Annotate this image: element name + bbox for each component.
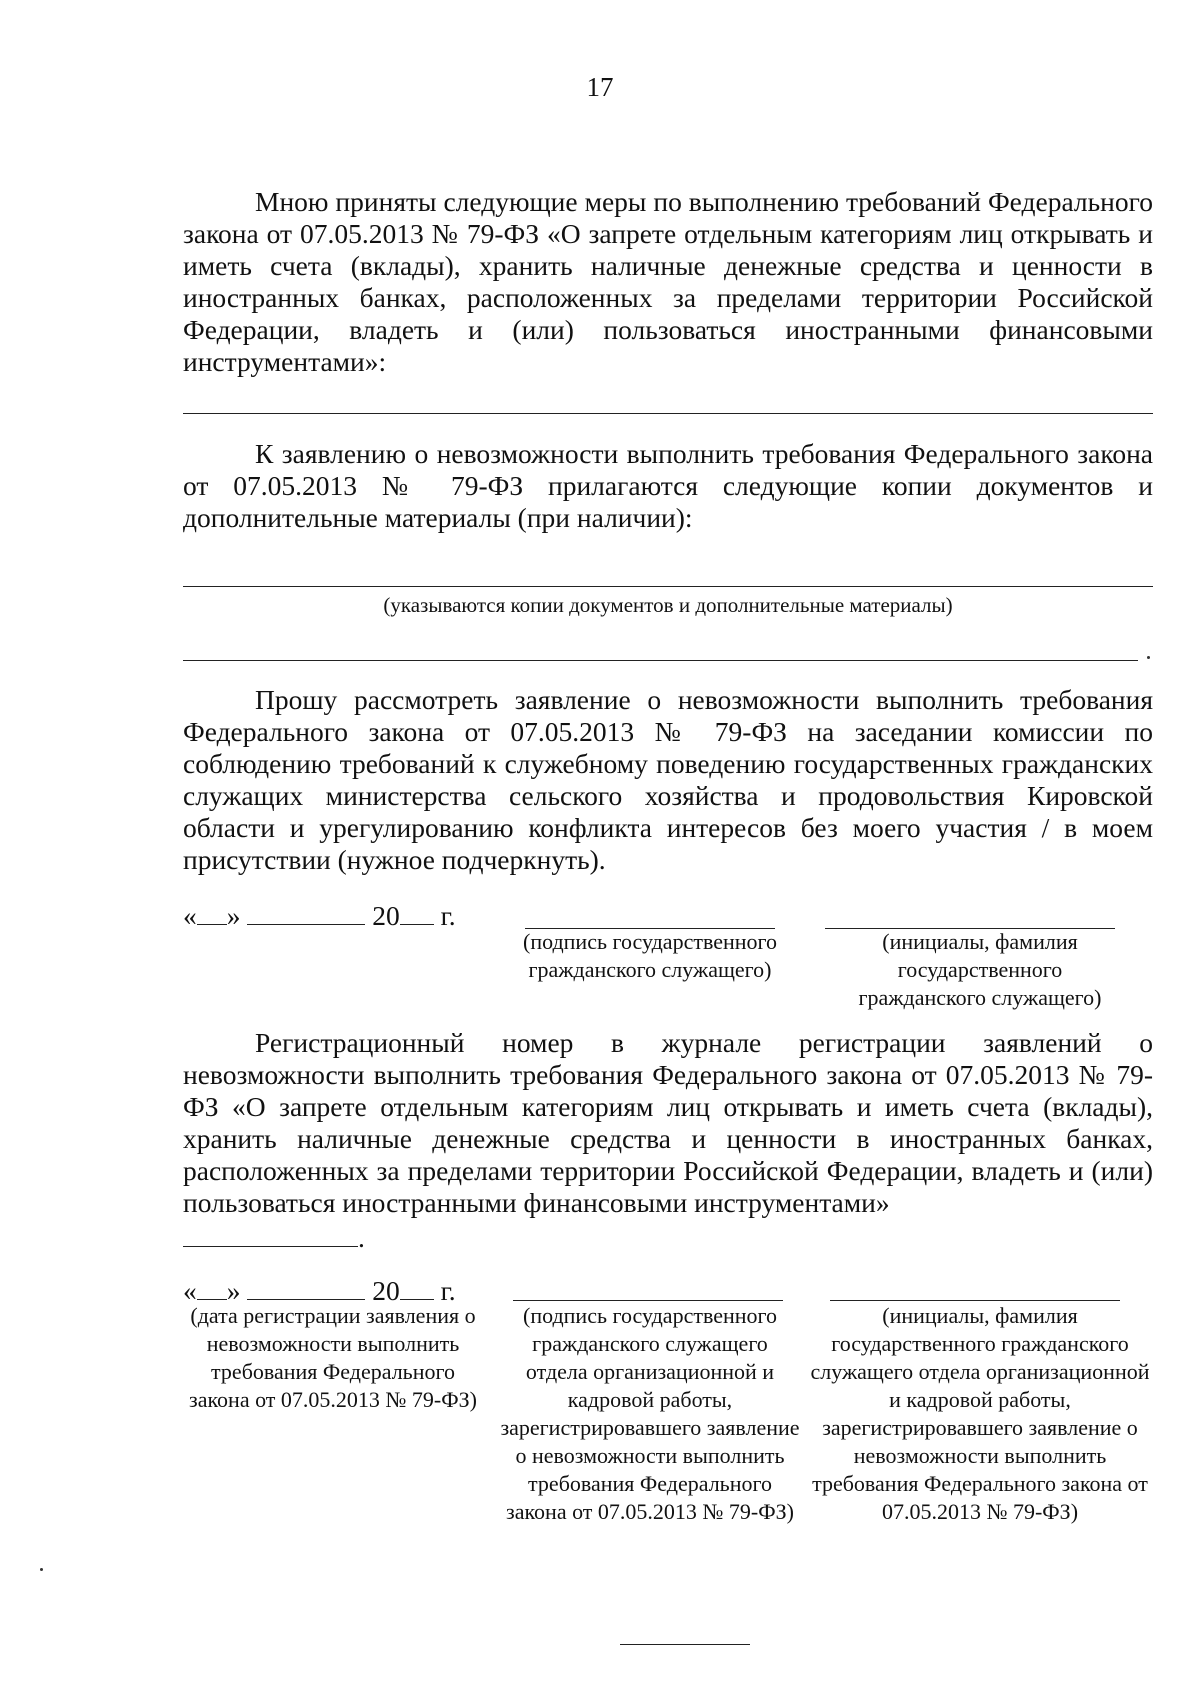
page-number: 17 [586,72,614,102]
measures-fill-line[interactable] [183,413,1153,414]
year-prefix: 20 [372,900,400,931]
quote-close: » [226,1275,241,1306]
scan-speck [1147,656,1150,659]
month-field[interactable] [247,902,365,925]
registrar-signature-caption: (подпись государственного гражданского служащего отдела организационной и кадровой работы, зарегистрировавшего заявление о невозможности выполнить требования Федерального закона от 07.05.2013 № 79-ФЗ) [500,1303,800,1524]
quote-open: « [183,900,197,931]
registration-number-field[interactable] [183,1224,358,1247]
attachments-fill-line[interactable] [183,586,1153,587]
closing-separator [620,1644,750,1645]
registration-text: Регистрационный номер в журнале регистрации заявлений о невозможности выполнить требования Федерального закона от 07.05.2013 № 79-ФЗ «О запрете отдельным категориям лиц открывать и иметь счета (вклады), хранить наличные денежные средства и ценности в иностранных банках, расположенных за пределами территории Российской Федерации, владеть и (или) пользоваться иностранными финансовыми инструментами» [183,1027,1153,1218]
registrar-name-caption: (инициалы, фамилия государственного гражданского служащего отдела организационной и кадровой работы, зарегистрировавшего заявление о невозможности выполнить требования Федерального закона от 07.05.2013 № 79-ФЗ) [810,1303,1150,1524]
year-prefix: 20 [372,1275,400,1306]
measures-text: Мною приняты следующие меры по выполнению требований Федерального закона от 07.05.2013 № 79-ФЗ «О запрете отдельным категориям лиц открывать и иметь счета (вклады), хранить наличные денежные средства и ценности в иностранных банках, расположенных за пределами территории Российской Федерации, владеть и (или) пользоваться иностранными финансовыми инструментами»: [183,186,1153,377]
registration-number-end: . [358,1222,365,1253]
measures-paragraph [183,186,1153,378]
applicant-date [183,900,456,932]
attachments-text: К заявлению о невозможности выполнить требования Федерального закона от 07.05.2013 № 79-ФЗ прилагаются следующие копии документов и дополнительные материалы (при наличии): [183,438,1153,533]
request-paragraph [183,684,1153,876]
registrar-name-line[interactable] [830,1300,1120,1301]
quote-close: » [226,900,241,931]
month-field[interactable] [247,1277,365,1300]
year-field[interactable] [400,902,434,925]
applicant-signature-caption: (подпись государственного гражданского служащего) [523,929,777,982]
year-field[interactable] [400,1277,434,1300]
registration-paragraph [183,1027,1153,1219]
attachments-paragraph [183,438,1153,534]
attachments-caption: (указываются копии документов и дополнительные материалы) [383,593,953,617]
registrar-date-caption: (дата регистрации заявления о невозможности выполнить требования Федерального закона от 07.05.2013 № 79-ФЗ) [189,1303,477,1412]
attachments-fill-line-2[interactable] [183,660,1138,661]
day-field[interactable] [197,1277,227,1300]
scan-speck [40,1568,43,1571]
year-suffix: г. [440,900,456,931]
registration-number [183,1222,365,1254]
applicant-name-caption: (инициалы, фамилия государственного гражданского служащего) [858,929,1102,1010]
request-text: Прошу рассмотреть заявление о невозможности выполнить требования Федерального закона от 07.05.2013 № 79-ФЗ на заседании комиссии по соблюдению требований к служебному поведению государственных гражданских служащих министерства сельского хозяйства и продовольствия Кировской области и урегулированию конфликта интересов без моего участия / в моем присутствии (нужное подчеркнуть). [183,684,1153,875]
quote-open: « [183,1275,197,1306]
year-suffix: г. [440,1275,456,1306]
registrar-signature-line[interactable] [513,1300,783,1301]
day-field[interactable] [197,902,227,925]
